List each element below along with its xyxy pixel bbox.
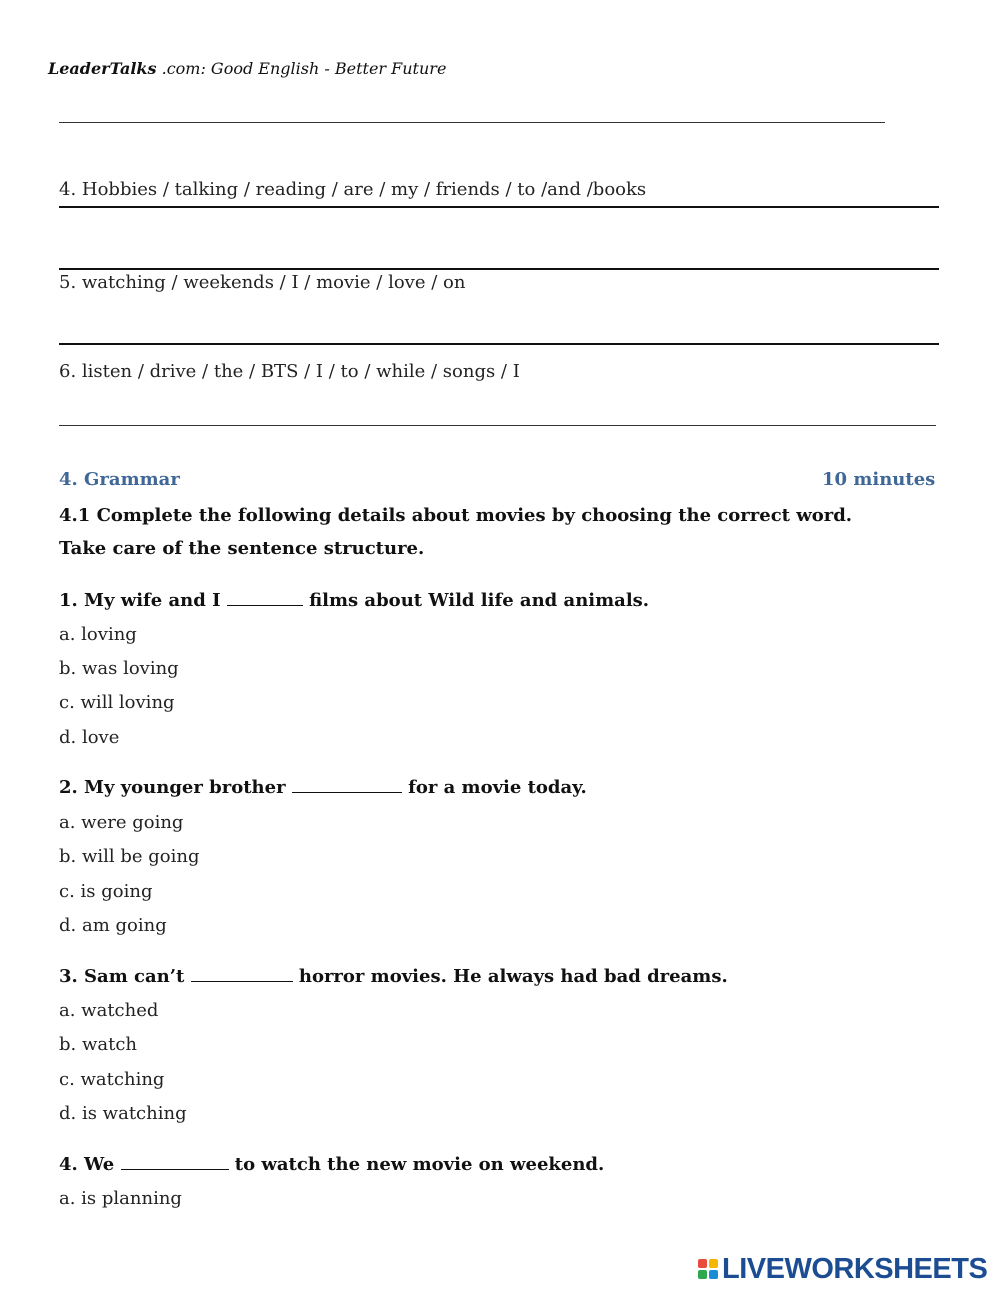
option-1c[interactable]: c. will loving	[59, 692, 175, 713]
scramble-item-4: 4. Hobbies / talking / reading / are / my / friends / to /and /books	[59, 179, 647, 200]
divider	[59, 206, 939, 208]
answer-blank[interactable]	[121, 1155, 229, 1170]
option-4a[interactable]: a. is planning	[59, 1188, 182, 1209]
answer-line-6[interactable]	[59, 425, 936, 426]
question-1	[59, 590, 649, 611]
brand-tagline: .com: Good English - Better Future	[156, 59, 447, 78]
question-text: horror movies. He always had bad dreams.	[292, 966, 728, 987]
logo-block	[698, 1259, 707, 1268]
answer-blank[interactable]	[292, 778, 402, 793]
option-3b[interactable]: b. watch	[59, 1034, 138, 1055]
option-1d[interactable]: d. love	[59, 727, 120, 748]
section-time: 10 minutes	[822, 469, 936, 490]
logo-block	[709, 1259, 718, 1268]
option-2c[interactable]: c. is going	[59, 881, 153, 902]
scramble-item-6: 6. listen / drive / the / BTS / I / to / while / songs / I	[59, 361, 520, 382]
question-text: 3. Sam can’t	[59, 966, 191, 987]
logo-block	[698, 1270, 707, 1279]
option-2d[interactable]: d. am going	[59, 915, 167, 936]
question-3	[59, 966, 728, 987]
option-3c[interactable]: c. watching	[59, 1069, 165, 1090]
scramble-item-5: 5. watching / weekends / I / movie / love / on	[59, 272, 466, 293]
question-text: 4. We	[59, 1154, 121, 1175]
question-text: films about Wild life and animals.	[302, 590, 650, 611]
question-text: 2. My younger brother	[59, 777, 292, 798]
question-text: 1. My wife and I	[59, 590, 227, 611]
brand-name: LeaderTalks	[48, 59, 157, 78]
section-title: 4. Grammar	[59, 469, 180, 490]
question-text: to watch the new movie on weekend.	[228, 1154, 605, 1175]
question-4	[59, 1154, 604, 1175]
option-1a[interactable]: a. loving	[59, 624, 137, 645]
option-3d[interactable]: d. is watching	[59, 1103, 187, 1124]
answer-blank[interactable]	[191, 967, 293, 982]
logo-text: LIVEWORKSHEETS	[722, 1252, 988, 1285]
option-2a[interactable]: a. were going	[59, 812, 184, 833]
answer-line-4[interactable]	[59, 268, 939, 270]
logo-blocks-icon	[698, 1259, 718, 1279]
instruction-line-2: Take care of the sentence structure.	[59, 538, 425, 559]
liveworksheets-logo	[698, 1254, 987, 1284]
page-header	[48, 59, 446, 78]
question-2	[59, 777, 587, 798]
instruction-line-1: 4.1 Complete the following details about movies by choosing the correct word.	[59, 505, 853, 526]
answer-line-5[interactable]	[59, 343, 939, 345]
option-3a[interactable]: a. watched	[59, 1000, 159, 1021]
option-1b[interactable]: b. was loving	[59, 658, 179, 679]
answer-blank[interactable]	[227, 591, 303, 606]
logo-block	[709, 1270, 718, 1279]
question-text: for a movie today.	[401, 777, 587, 798]
option-2b[interactable]: b. will be going	[59, 846, 200, 867]
answer-line-3[interactable]	[59, 122, 885, 123]
